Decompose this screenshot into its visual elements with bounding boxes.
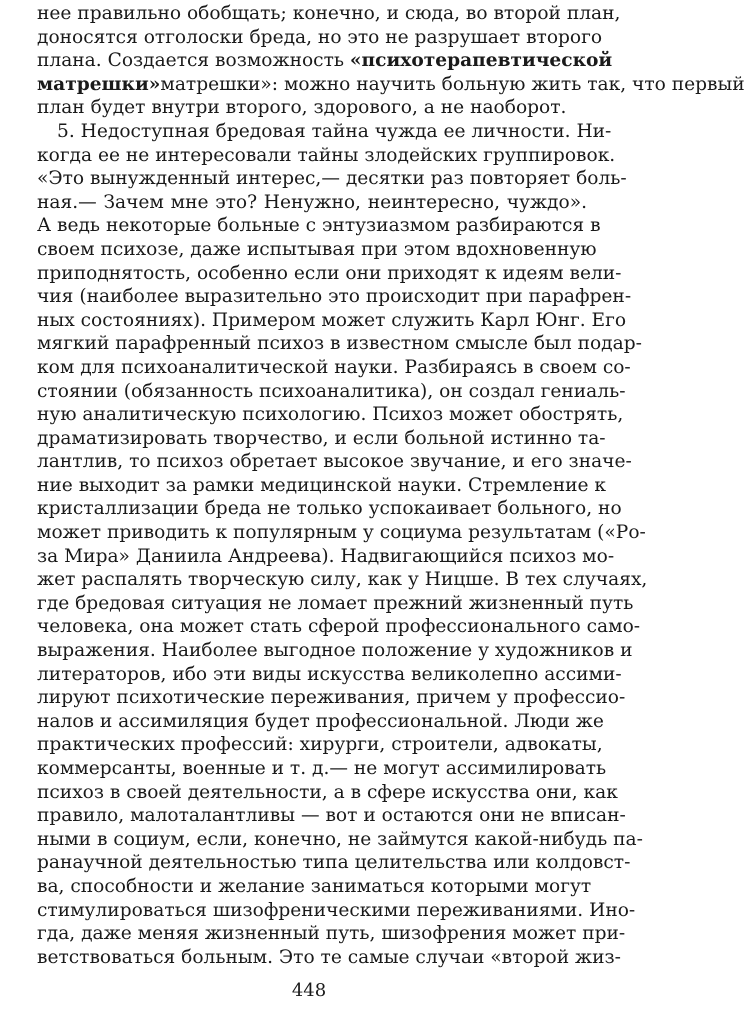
text-line: лантлив, то психоз обретает высокое звучание, и его значе- (37, 451, 632, 473)
text-line: ветствоваться больным. Это те самые случаи «второй жиз- (37, 946, 621, 968)
text-line: психоз в своей деятельности, а в сфере искусства они, как (37, 781, 618, 803)
text-line: своем психозе, даже испытывая при этом вдохновенную (37, 238, 597, 260)
text-line: практических профессий: хирурги, строители, адвокаты, (37, 734, 603, 756)
text-line: стимулироваться шизофреническими переживаниями. Ино- (37, 899, 636, 921)
text-line: драматизировать творчество, и если больной истинно та- (37, 427, 606, 449)
text-line: мягкий парафренный психоз в известном смысле был подар- (37, 333, 642, 355)
text-line-end: матрешки»: можно научить больную жить так, что первый (160, 73, 745, 95)
text-line: жет распалять творческую силу, как у Ницше. В тех случаях, (37, 569, 648, 591)
text-line: где бредовая ситуация не ломает прежний жизненный путь (37, 592, 634, 614)
body-text (37, 2, 745, 969)
text-line: ными в социум, если, конечно, не займутся какой-нибудь па- (37, 828, 643, 850)
text-line: ние выходит за рамки медицинской науки. Стремление к (37, 474, 607, 496)
text-line: приподнятость, особенно если они приходят к идеям вели- (37, 262, 622, 284)
text-line: правило, малоталантливы — вот и остаются они не вписан- (37, 805, 626, 827)
text-line: за Мира» Даниила Андреева). Надвигающийся психоз мо- (37, 545, 615, 567)
text-line (37, 73, 745, 97)
text-line: ную аналитическую психологию. Психоз может обострять, (37, 404, 624, 426)
text-line: литераторов, ибо эти виды искусства великолепно ассими- (37, 663, 622, 685)
text-line (37, 49, 613, 73)
text-line: «Это вынужденный интерес,— десятки раз повторяет боль- (37, 168, 627, 190)
text-line: ранаучной деятельностью типа целительства или колдовст- (37, 852, 631, 874)
text-line: ная.— Зачем мне это? Ненужно, неинтересно, чуждо». (37, 191, 587, 213)
text-line: человека, она может стать сферой профессионального само- (37, 616, 641, 638)
text-line: стоянии (обязанность психоаналитика), он создал гениаль- (37, 380, 626, 402)
text-line: доносятся отголоски бреда, но это не разрушает второго (37, 26, 603, 48)
text-line-start: плана. Создается возможность (37, 50, 350, 72)
text-line: коммерсанты, военные и т. д.— не могут ассимилировать (37, 758, 607, 779)
text-line: план будет внутри второго, здорового, а не наоборот. (37, 97, 567, 119)
bold-term: матрешки» (37, 73, 161, 95)
text-line: ком для психоаналитической науки. Разбираясь в своем со- (37, 356, 631, 378)
text-line: ва, способности и желание заниматься которыми могут (37, 875, 592, 897)
text-line: нее правильно обобщать; конечно, и сюда, во второй план, (37, 3, 621, 24)
bold-term: «психотерапевтической (349, 50, 613, 72)
text-line: ных состояниях). Примером может служить Карл Юнг. Его (37, 309, 627, 331)
text-line: кристаллизации бреда не только успокаивает больного, но (37, 498, 622, 520)
text-line: гда, даже меняя жизненный путь, шизофрения может при- (37, 923, 626, 945)
text-line: А ведь некоторые больные с энтузиазмом разбираются в (37, 215, 601, 237)
text-line: выражения. Наиболее выгодное положение у художников и (37, 640, 633, 662)
text-line: может приводить к популярным у социума результатам («Ро- (37, 522, 646, 544)
paragraph-start: 5. Недоступная бредовая тайна чужда ее личности. Ни- (57, 120, 612, 142)
text-line: лируют психотические переживания, причем у профессио- (37, 687, 626, 709)
text-line: налов и ассимиляция будет профессиональной. Люди же (37, 710, 604, 732)
page-number: 448 (291, 980, 327, 1001)
text-line: когда ее не интересовали тайны злодейских группировок. (37, 144, 616, 166)
text-line: чия (наиболее выразительно это происходит при парафрен- (37, 286, 632, 308)
